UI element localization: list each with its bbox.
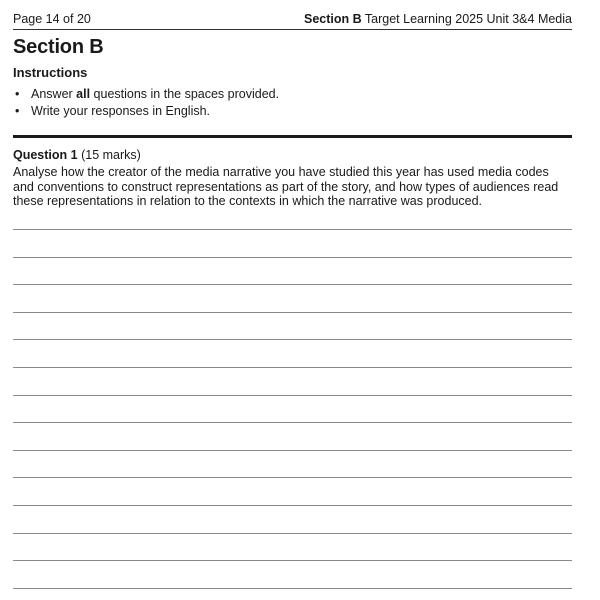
instruction-text-bold: all — [76, 87, 91, 101]
answer-line[interactable] — [13, 477, 572, 478]
section-title: Section B — [13, 36, 104, 58]
answer-line[interactable] — [13, 450, 572, 451]
instruction-text-pre: Answer — [31, 87, 77, 101]
instruction-item — [13, 103, 279, 120]
answer-line[interactable] — [13, 339, 572, 340]
bullet-icon: • — [15, 87, 20, 101]
answer-line[interactable] — [13, 229, 572, 230]
page-number: Page 14 of 20 — [13, 12, 91, 26]
question-label: Question 1 — [13, 148, 78, 162]
answer-line[interactable] — [13, 422, 572, 423]
answer-line[interactable] — [13, 257, 572, 258]
answer-line[interactable] — [13, 395, 572, 396]
instruction-item — [13, 86, 279, 103]
question-text: Analyse how the creator of the media narrative you have studied this year has used media codes and conventions to construct representations as part of the story, and how types of audiences read these representations in relation to the contexts in which the narrative was produced. — [13, 165, 559, 208]
header-right — [304, 12, 572, 26]
instructions-heading: Instructions — [13, 65, 88, 80]
page-header — [13, 9, 572, 30]
answer-line[interactable] — [13, 560, 572, 561]
answer-line[interactable] — [13, 588, 572, 589]
bullet-icon: • — [15, 104, 20, 118]
question-marks: (15 marks) — [81, 148, 141, 162]
answer-line[interactable] — [13, 367, 572, 368]
question-heading — [13, 148, 141, 162]
header-section-label: Section B — [304, 12, 362, 26]
instruction-text: Write your responses in English. — [31, 104, 211, 118]
answer-line[interactable] — [13, 505, 572, 506]
section-divider — [13, 135, 572, 138]
answer-line[interactable] — [13, 312, 572, 313]
instructions-list — [13, 86, 279, 120]
answer-line[interactable] — [13, 284, 572, 285]
header-subtitle: Target Learning 2025 Unit 3&4 Media — [364, 12, 572, 26]
answer-line[interactable] — [13, 533, 572, 534]
instruction-text-post: questions in the spaces provided. — [90, 87, 280, 101]
